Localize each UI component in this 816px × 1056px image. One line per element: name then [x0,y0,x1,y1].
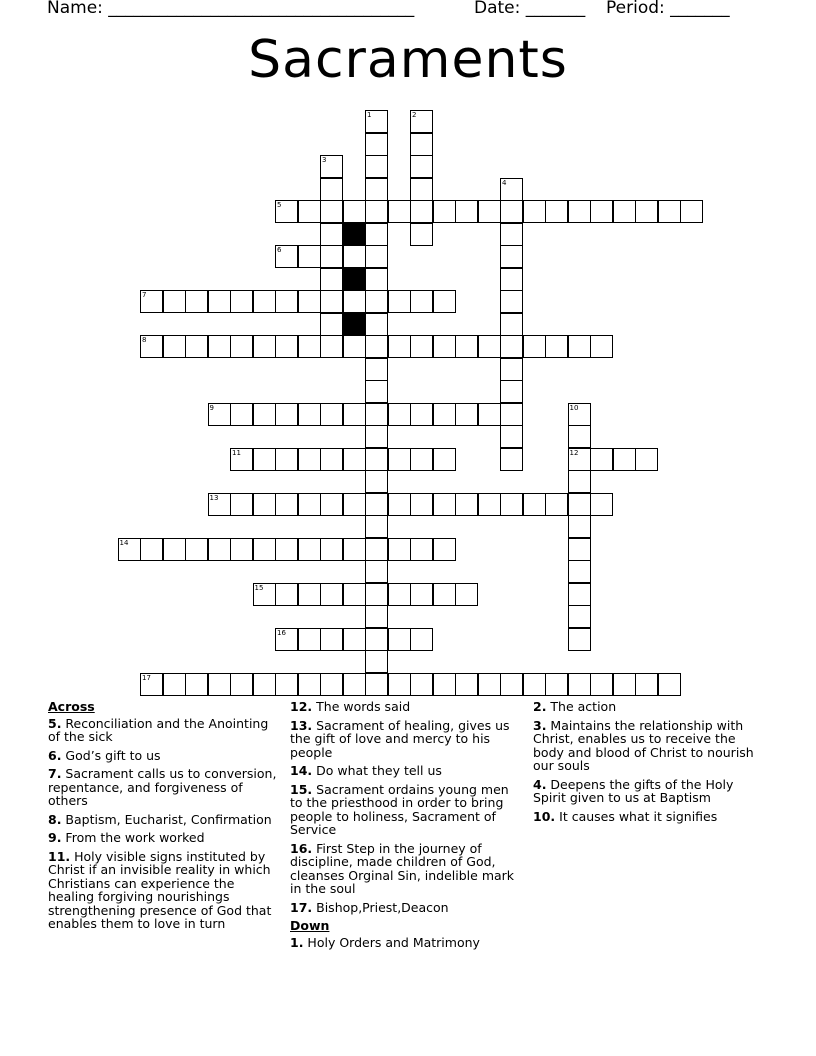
grid-cell[interactable] [410,403,433,426]
grid-cell[interactable] [658,200,681,223]
clue-text: Do what they tell us [312,763,442,778]
clue-text: Reconciliation and the Anointing of the sick [48,715,269,744]
grid-cell[interactable] [365,673,388,696]
clue-item [48,767,284,808]
clue-text: The action [546,699,617,714]
grid-cell[interactable] [545,335,568,358]
grid-cell[interactable] [320,313,343,336]
clue-number-label: 8. [48,811,62,827]
grid-cell[interactable] [320,268,343,291]
grid-cell[interactable] [140,290,163,313]
clue-number: 3 [322,156,327,164]
grid-cell[interactable] [365,200,388,223]
grid-cell[interactable] [455,673,478,696]
date-field[interactable]: Date: _______ [474,0,586,18]
grid-cell[interactable] [343,245,366,268]
grid-cell[interactable] [208,403,231,426]
clue-item [533,778,761,805]
grid-cell[interactable] [500,358,523,381]
clue-column-3 [533,700,761,828]
clue-number-label: 11. [48,848,71,864]
grid-cell[interactable] [680,200,703,223]
grid-cell[interactable] [523,200,546,223]
clue-item [48,717,284,744]
grid-cell[interactable] [433,493,456,516]
across-heading: Across [48,699,95,714]
clue-text: First Step in the journey of discipline, made children of God, cleanses Orginal Sin, indelible mark in the soul [290,840,515,896]
grid-cell[interactable] [163,673,186,696]
grid-cell[interactable] [500,245,523,268]
clue-item [48,831,284,845]
grid-cell[interactable] [298,335,321,358]
grid-cell[interactable] [410,673,433,696]
grid-cell[interactable] [343,493,366,516]
down-heading: Down [290,918,330,933]
clue-item [290,719,522,760]
grid-cell[interactable] [365,470,388,493]
grid-cell[interactable] [320,245,343,268]
clue-number: 11 [232,448,241,457]
clue-column-2 [290,700,522,954]
clue-text: Deepens the gifts of the Holy Spirit given to us at Baptism [533,776,734,805]
grid-cell[interactable] [118,538,141,561]
clue-number: 4 [502,178,507,187]
name-field[interactable]: Name: ____________________________________ [47,0,415,18]
grid-cell[interactable] [568,335,591,358]
clue-text: God’s gift to us [61,747,161,763]
grid-cell[interactable] [343,403,366,426]
grid-cell[interactable] [365,605,388,628]
grid-cell[interactable] [523,493,546,516]
grid-cell[interactable] [635,200,658,223]
grid-cell[interactable] [230,448,253,471]
grid-cell[interactable] [365,313,388,336]
grid-cell[interactable] [343,583,366,606]
grid-cell[interactable] [410,110,433,133]
grid-cell[interactable] [208,290,231,313]
grid-cell[interactable] [410,133,433,156]
grid-cell[interactable] [410,335,433,358]
grid-cell[interactable] [320,583,343,606]
period-field[interactable]: Period: _______ [606,0,730,18]
clue-number-label: 17. [290,899,313,915]
grid-cell[interactable] [298,628,321,651]
grid-cell[interactable] [478,403,501,426]
grid-cell[interactable] [433,538,456,561]
grid-cell[interactable] [275,493,298,516]
grid-cell[interactable] [590,673,613,696]
clue-number: 12 [569,448,579,457]
clue-number: 14 [119,538,129,547]
clue-number: 13 [209,493,219,502]
grid-cell[interactable] [298,583,321,606]
clue-number: 7 [142,291,147,299]
grid-cell[interactable] [658,673,681,696]
grid-cell[interactable] [410,448,433,471]
grid-cell[interactable] [410,155,433,178]
grid-cell[interactable] [365,380,388,403]
grid-cell[interactable] [140,335,163,358]
grid-cell[interactable] [568,583,591,606]
grid-cell[interactable] [365,515,388,538]
clue-item [48,850,284,931]
grid-cell[interactable] [275,200,298,223]
grid-cell[interactable] [478,335,501,358]
grid-cell[interactable] [568,605,591,628]
clue-item [48,749,284,763]
grid-cell[interactable] [365,155,388,178]
grid-cell[interactable] [500,290,523,313]
grid-cell[interactable] [343,200,366,223]
grid-cell[interactable] [230,335,253,358]
grid-cell[interactable] [365,403,388,426]
clue-text: Bishop,Priest,Deacon [312,899,449,915]
grid-cell[interactable] [253,538,276,561]
grid-cell[interactable] [230,290,253,313]
grid-cell[interactable] [140,673,163,696]
grid-cell[interactable] [433,335,456,358]
clue-number-label: 4. [533,776,547,792]
grid-cell[interactable] [365,335,388,358]
grid-cell[interactable] [320,448,343,471]
grid-cell[interactable] [500,335,523,358]
grid-cell[interactable] [365,290,388,313]
grid-cell[interactable] [185,538,208,561]
grid-cell[interactable] [388,583,411,606]
grid-cell[interactable] [163,335,186,358]
grid-cell[interactable] [455,583,478,606]
clue-number-label: 1. [290,934,304,950]
grid-cell[interactable] [185,290,208,313]
grid-cell[interactable] [208,335,231,358]
grid-cell[interactable] [298,200,321,223]
clue-number-label: 16. [290,840,313,856]
grid-cell[interactable] [275,335,298,358]
grid-cell[interactable] [388,335,411,358]
grid-cell[interactable] [253,673,276,696]
grid-cell[interactable] [365,133,388,156]
grid-cell[interactable] [163,290,186,313]
grid-cell[interactable] [275,628,298,651]
clue-item [533,810,761,824]
grid-cell[interactable] [320,200,343,223]
grid-cell[interactable] [568,448,591,471]
grid-cell[interactable] [298,493,321,516]
grid-cell[interactable] [500,403,523,426]
clue-item [290,764,522,778]
clue-text: It causes what it signifies [555,808,718,824]
grid-cell[interactable] [320,178,343,201]
grid-cell[interactable] [298,403,321,426]
clue-text: Sacrament of healing, gives us the gift of love and mercy to his people [290,717,510,760]
clue-text: Maintains the relationship with Christ, enables us to receive the body and blood of Christ to nourish our souls [533,717,754,773]
clue-item [533,719,761,773]
grid-cell[interactable] [275,583,298,606]
grid-cell[interactable] [388,448,411,471]
grid-cell[interactable] [410,290,433,313]
grid-cell[interactable] [568,628,591,651]
grid-cell[interactable] [343,290,366,313]
grid-cell[interactable] [500,178,523,201]
grid-cell[interactable] [253,335,276,358]
grid-cell[interactable] [388,538,411,561]
grid-cell[interactable] [275,673,298,696]
grid-cell[interactable] [163,538,186,561]
grid-cell[interactable] [455,335,478,358]
grid-cell[interactable] [365,583,388,606]
clue-column-1 [48,700,284,936]
grid-cell[interactable] [320,493,343,516]
grid-cell[interactable] [320,223,343,246]
grid-cell[interactable] [343,335,366,358]
clue-text: From the work worked [61,830,205,845]
clue-number: 5 [277,201,282,209]
clue-number-label: 2. [533,699,547,714]
grid-cell[interactable] [523,673,546,696]
grid-cell[interactable] [343,448,366,471]
grid-cell[interactable] [275,245,298,268]
clue-text: Sacrament ordains young men to the priesthood in order to bring people to holiness, Sacrament of Service [290,781,509,837]
clue-number-label: 7. [48,766,62,781]
black-cell [343,223,366,246]
grid-cell[interactable] [455,200,478,223]
grid-cell[interactable] [365,268,388,291]
grid-cell[interactable] [590,493,613,516]
grid-cell[interactable] [230,403,253,426]
grid-cell[interactable] [320,155,343,178]
grid-cell[interactable] [613,673,636,696]
grid-cell[interactable] [320,538,343,561]
grid-cell[interactable] [568,560,591,583]
grid-cell[interactable] [410,538,433,561]
grid-cell[interactable] [365,245,388,268]
grid-cell[interactable] [298,448,321,471]
clue-item [290,700,522,714]
grid-cell[interactable] [590,200,613,223]
clue-number: 17 [142,673,151,682]
clue-number: 10 [569,403,579,412]
grid-cell[interactable] [500,425,523,448]
clue-number-label: 10. [533,808,556,824]
grid-cell[interactable] [140,538,163,561]
grid-cell[interactable] [365,560,388,583]
grid-cell[interactable] [388,290,411,313]
grid-cell[interactable] [433,290,456,313]
grid-cell[interactable] [208,673,231,696]
grid-cell[interactable] [230,493,253,516]
clue-number: 8 [142,336,147,344]
grid-cell[interactable] [388,493,411,516]
grid-cell[interactable] [568,200,591,223]
grid-cell[interactable] [320,628,343,651]
grid-cell[interactable] [410,583,433,606]
grid-cell[interactable] [523,335,546,358]
clue-number: 2 [412,111,417,119]
grid-cell[interactable] [320,673,343,696]
black-cell [343,268,366,291]
grid-cell[interactable] [613,448,636,471]
clue-text: Baptism, Eucharist, Confirmation [61,811,272,827]
grid-cell[interactable] [365,425,388,448]
grid-cell[interactable] [253,448,276,471]
grid-cell[interactable] [298,538,321,561]
grid-cell[interactable] [365,110,388,133]
black-cell [343,313,366,336]
page-title: Sacraments [248,30,568,90]
clue-number-label: 13. [290,717,313,733]
grid-cell[interactable] [275,290,298,313]
grid-cell[interactable] [365,538,388,561]
grid-cell[interactable] [500,448,523,471]
grid-cell[interactable] [230,673,253,696]
grid-cell[interactable] [500,268,523,291]
grid-cell[interactable] [433,200,456,223]
clue-number-label: 9. [48,830,62,845]
grid-cell[interactable] [545,673,568,696]
grid-cell[interactable] [568,673,591,696]
grid-cell[interactable] [478,200,501,223]
grid-cell[interactable] [568,493,591,516]
clue-number-label: 3. [533,717,547,733]
clue-number-label: 12. [290,699,313,714]
grid-cell[interactable] [478,493,501,516]
clue-item [48,813,284,827]
grid-cell[interactable] [320,335,343,358]
clue-number-label: 5. [48,715,62,731]
clue-item [290,901,522,915]
grid-cell[interactable] [545,493,568,516]
grid-cell[interactable] [298,290,321,313]
grid-cell[interactable] [343,538,366,561]
grid-cell[interactable] [410,178,433,201]
grid-cell[interactable] [635,673,658,696]
grid-cell[interactable] [185,335,208,358]
clue-number: 6 [277,246,282,254]
grid-cell[interactable] [343,628,366,651]
grid-cell[interactable] [500,380,523,403]
grid-cell[interactable] [365,650,388,673]
grid-cell[interactable] [433,403,456,426]
grid-cell[interactable] [455,403,478,426]
clue-item [290,936,522,950]
grid-cell[interactable] [613,200,636,223]
grid-cell[interactable] [365,358,388,381]
grid-cell[interactable] [500,223,523,246]
grid-cell[interactable] [590,335,613,358]
clue-text: Sacrament calls us to conversion, repentance, and forgiveness of others [48,766,277,808]
clue-text: Holy visible signs instituted by Christ if an invisible reality in which Christians can experience the healing forgiving nourishings strengthening presence of God that enables them to love in turn [48,848,272,931]
grid-cell[interactable] [500,493,523,516]
clue-number: 1 [367,111,372,119]
clue-number: 9 [209,403,214,412]
grid-cell[interactable] [568,470,591,493]
clue-number: 16 [277,628,286,637]
clue-number-label: 14. [290,763,313,778]
grid-cell[interactable] [545,200,568,223]
grid-cell[interactable] [253,403,276,426]
grid-cell[interactable] [410,628,433,651]
grid-cell[interactable] [320,290,343,313]
grid-cell[interactable] [365,223,388,246]
grid-cell[interactable] [568,403,591,426]
grid-cell[interactable] [388,628,411,651]
clue-number: 15 [254,583,264,592]
grid-cell[interactable] [343,673,366,696]
grid-cell[interactable] [388,673,411,696]
grid-cell[interactable] [298,245,321,268]
grid-cell[interactable] [590,448,613,471]
grid-cell[interactable] [320,403,343,426]
grid-cell[interactable] [365,493,388,516]
clue-text: Holy Orders and Matrimony [303,934,480,950]
grid-cell[interactable] [500,313,523,336]
grid-cell[interactable] [298,673,321,696]
grid-cell[interactable] [568,425,591,448]
grid-cell[interactable] [568,515,591,538]
grid-cell[interactable] [275,403,298,426]
grid-cell[interactable] [253,290,276,313]
clue-number-label: 15. [290,781,313,797]
clue-text: The words said [312,699,411,714]
grid-cell[interactable] [500,673,523,696]
grid-cell[interactable] [635,448,658,471]
grid-cell[interactable] [410,223,433,246]
grid-cell[interactable] [410,493,433,516]
clue-item [533,700,761,714]
grid-cell[interactable] [208,493,231,516]
grid-cell[interactable] [478,673,501,696]
grid-cell[interactable] [208,538,231,561]
grid-cell[interactable] [500,200,523,223]
grid-cell[interactable] [275,448,298,471]
grid-cell[interactable] [433,448,456,471]
clue-item [290,842,522,896]
grid-cell[interactable] [275,538,298,561]
clue-number-label: 6. [48,747,62,763]
grid-cell[interactable] [433,583,456,606]
grid-cell[interactable] [365,448,388,471]
grid-cell[interactable] [568,538,591,561]
grid-cell[interactable] [388,403,411,426]
grid-cell[interactable] [433,673,456,696]
clue-item [290,783,522,837]
grid-cell[interactable] [365,628,388,651]
grid-cell[interactable] [410,200,433,223]
grid-cell[interactable] [455,493,478,516]
grid-cell[interactable] [365,178,388,201]
grid-cell[interactable] [253,493,276,516]
grid-cell[interactable] [185,673,208,696]
grid-cell[interactable] [253,583,276,606]
grid-cell[interactable] [230,538,253,561]
grid-cell[interactable] [388,200,411,223]
